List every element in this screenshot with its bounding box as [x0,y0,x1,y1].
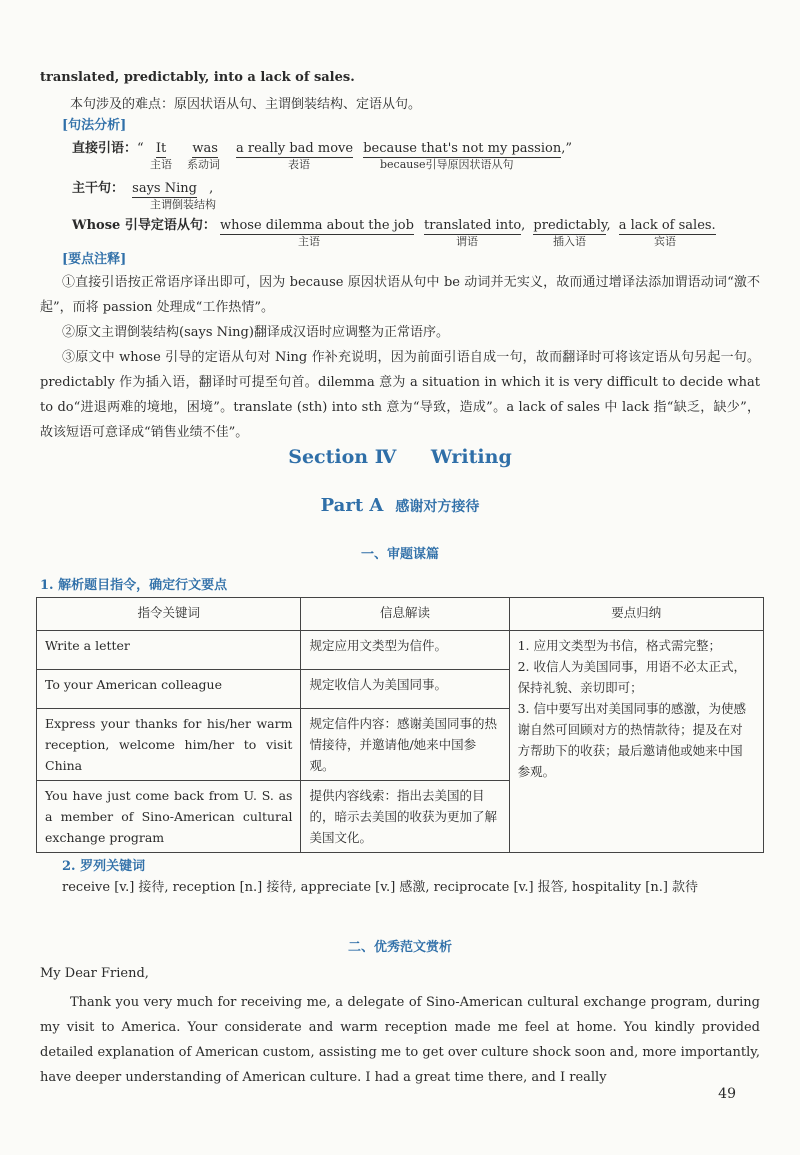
label-w-insert: 插入语 [553,235,586,248]
part-a-title [0,495,800,516]
table-cell: To your American colleague [37,670,301,709]
quote-predicative: a really bad move [236,141,354,156]
whose-clause-line: Whose 引导定语从句： whose dilemma about the job translated into, predictably, a lack of sales. [72,218,716,233]
table-header: 信息解读 [301,598,509,631]
quote-verb: was [192,141,218,156]
letter-greeting: My Dear Friend, [40,966,149,981]
difficulty-summary: 本句涉及的难点：原因状语从句、主谓倒装结构、定语从句。 [70,97,422,112]
whose-subject: whose dilemma about the job [219,218,414,233]
instruction-table [36,597,764,853]
note-1: ①直接引语按正常语序译出即可，因为 because 原因状语从句中 be 动词并无实义，故而通过增译法添加谓语动词“激不起”，而将 passion 处理成“工作热情”。 [40,275,760,315]
part-label: Part A [320,495,384,516]
step-1-heading: 1. 解析题目指令，确定行文要点 [40,578,228,593]
whose-object: a lack of sales. [618,218,716,233]
table-cell: You have just come back from U. S. as a member of Sino-American cultural exchange program [37,781,301,853]
whose-clause-label: Whose 引导定语从句： [72,218,216,233]
label-w-object: 宾语 [654,235,676,248]
table-row [37,631,764,670]
label-link-verb: 系动词 [187,158,220,171]
label-subject: 主语 [150,158,172,171]
summary-item: 2. 收信人为美国同事，用语不必太正式，保持礼貌、亲切即可； [517,659,746,695]
continued-sentence: translated, predictably, into a lack of sales. [40,70,355,85]
part-title: 感谢对方接待 [395,499,480,515]
quote-open: “ [137,141,144,156]
page-number: 49 [718,1086,736,1102]
label-because-clause: because引导原因状语从句 [380,158,514,171]
subsection-2: 二、优秀范文赏析 [347,940,452,955]
table-cell: 提供内容线索：指出去美国的目的，暗示去美国的收获为更加了解美国文化。 [301,781,509,853]
note-2: ②原文主谓倒装结构(says Ning)翻译成汉语时应调整为正常语序。 [62,325,449,340]
table-header: 指令关键词 [37,598,301,631]
table-header: 要点归纳 [509,598,763,631]
direct-quote-label: 直接引语： [72,141,138,156]
main-clause-comma: , [209,181,214,196]
syntax-analysis-tag: [句法分析] [62,118,127,133]
keywords: receive [v.] 接待, reception [n.] 接待, appreciate [v.] 感激, reciprocate [v.] 报答, hospitality [n.] 款待 [62,880,699,895]
subsection-1: 一、审题谋篇 [360,547,439,562]
summary-item: 1. 应用文类型为书信，格式需完整； [517,638,721,653]
summary-cell [509,631,763,853]
step-2-heading: 2. 罗列关键词 [62,859,146,874]
label-w-subject: 主语 [298,235,320,248]
direct-quote-line [72,137,572,156]
label-predicative: 表语 [288,158,310,171]
letter-body: Thank you very much for receiving me, a delegate of Sino-American cultural exchange program, during my visit to America. Your considerate and warm reception made me feel at home. You kindly provided detailed explanation of American custom, assisting me to get over culture shock soon and, more importantly, have deeper understanding of American culture. I had a great time there, and I really [40,995,760,1085]
section-title [0,446,800,468]
table-cell: Write a letter [37,631,301,670]
main-clause-line [72,177,213,196]
label-w-verb: 谓语 [456,235,478,248]
whose-insert: predictably [533,218,607,233]
section-name: Writing [430,446,512,468]
summary-item: 3. 信中要写出对美国同事的感激，为使感谢自然可回顾对方的热情款待；提及在对方帮助下的收获；最后邀请他或她来中国参观。 [517,701,746,779]
note-3: ③原文中 whose 引导的定语从句对 Ning 作补充说明，因为前面引语自成一句，故而翻译时可将该定语从句另起一句。predictably 作为插入语，翻译时可提至句首。dilemma 意为 a situation in which it is very difficult to decide what to do“进退两难的境地，困境”。translate (sth) into sth 意为“导致，造成”。a lack of sales 中 lack 指“缺乏，缺少”，故该短语可意译成“销售业绩不佳”。 [40,350,760,440]
main-clause-text: says Ning [132,181,197,196]
quote-because-clause: because that's not my passion [363,141,562,156]
quote-close: ,” [561,141,572,156]
table-cell: 规定收信人为美国同事。 [301,670,509,709]
table-cell: Express your thanks for his/her warm reception, welcome him/her to visit China [37,709,301,781]
whose-verb: translated into [424,218,522,233]
label-inverted: 主谓倒装结构 [150,198,216,211]
notes-tag: [要点注释] [62,252,127,267]
table-header-row [37,598,764,631]
table-cell: 规定信件内容：感谢美国同事的热情接待，并邀请他/她来中国参观。 [301,709,509,781]
section-number: Section Ⅳ [288,446,397,468]
table-cell: 规定应用文类型为信件。 [301,631,509,670]
main-clause-label: 主干句： [72,181,125,196]
quote-subject: It [155,141,167,156]
